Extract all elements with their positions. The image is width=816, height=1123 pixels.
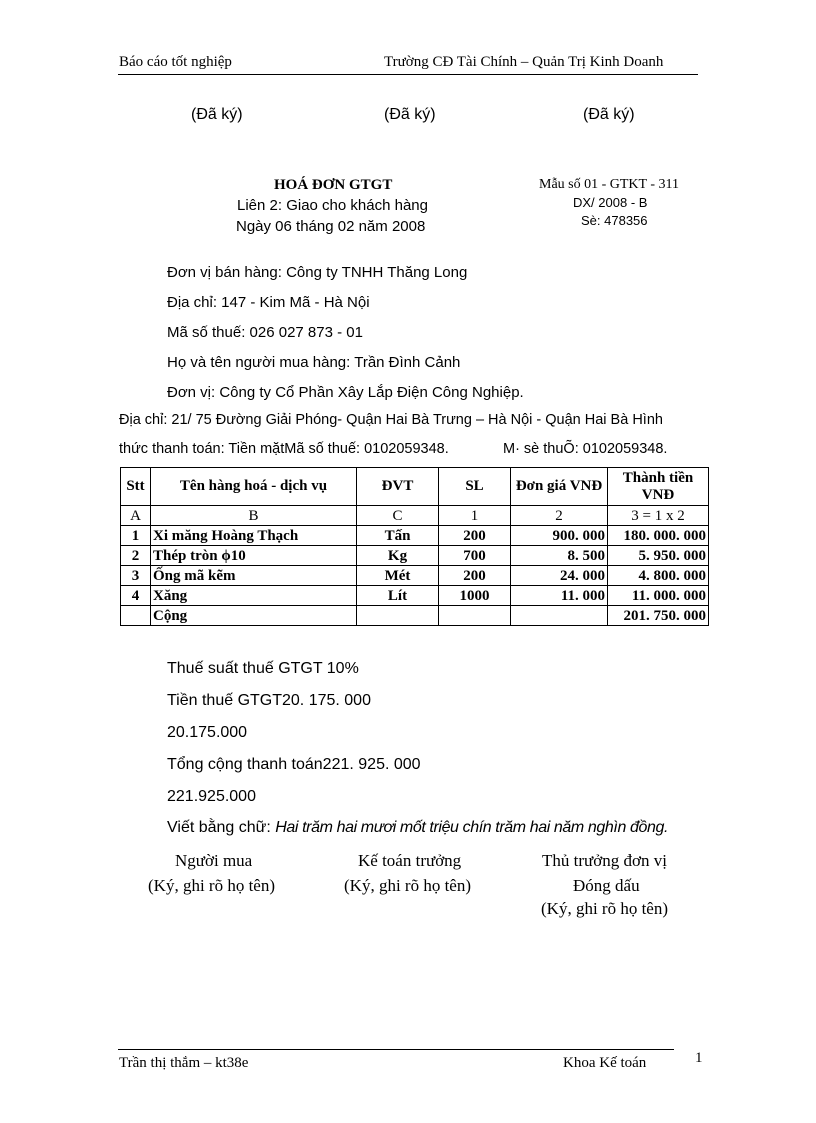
sign-buyer-title: Người mua xyxy=(175,851,253,870)
cell-unit: Lít xyxy=(357,586,439,606)
cell-price: 900. 000 xyxy=(511,526,608,546)
vat-amount: Tiền thuế GTGT20. 175. 000 xyxy=(167,692,371,709)
sign-director-title: Thủ trưởng đơn vị xyxy=(542,851,667,870)
table-row xyxy=(121,566,709,586)
sign-buyer-note: (Ký, ghi rõ họ tên) xyxy=(148,876,276,895)
sign-accountant-title: Kế toán trưởng xyxy=(358,851,462,870)
cell-stt: 2 xyxy=(121,546,151,566)
total-value: 201. 750. 000 xyxy=(608,606,709,626)
cell-name: Xi măng Hoàng Thạch xyxy=(151,526,357,546)
cell-stt: 3 xyxy=(121,566,151,586)
cell-unit: Mét xyxy=(357,566,439,586)
invoice-number: Sè: 478356 xyxy=(581,213,648,228)
table-row xyxy=(121,546,709,566)
total-empty xyxy=(439,606,511,626)
buyer-unit: Đơn vị: Công ty Cổ Phần Xây Lắp Điện Công Nghiệp. xyxy=(167,384,524,401)
vat-rate: Thuế suất thuế GTGT 10% xyxy=(167,660,359,677)
cell-amount: 11. 000. 000 xyxy=(608,586,709,606)
code-3: 3 = 1 x 2 xyxy=(608,506,709,526)
cell-stt: 4 xyxy=(121,586,151,606)
code-2: 2 xyxy=(511,506,608,526)
footer-left: Trần thị thắm – kt38e xyxy=(119,1055,249,1071)
cell-name: Ống mã kẽm xyxy=(151,566,357,586)
table-row xyxy=(121,586,709,606)
total-empty xyxy=(357,606,439,626)
table-row xyxy=(121,526,709,546)
cell-name: Thép tròn ϕ10 xyxy=(151,546,357,566)
total-empty xyxy=(121,606,151,626)
code-b: B xyxy=(151,506,357,526)
footer-rule xyxy=(118,1049,674,1050)
code-c: C xyxy=(357,506,439,526)
header-amount: Thành tiền VNĐ xyxy=(608,468,709,506)
cell-unit: Tấn xyxy=(357,526,439,546)
invoice-table xyxy=(120,467,709,626)
cell-qty: 700 xyxy=(439,546,511,566)
header-qty: SL xyxy=(439,468,511,506)
cell-unit: Kg xyxy=(357,546,439,566)
words-value: Hai trăm hai mươi mốt triệu chín trăm hai năm nghìn đồng. xyxy=(275,819,669,836)
footer-right: Khoa Kế toán xyxy=(563,1055,647,1071)
invoice-copy: Liên 2: Giao cho khách hàng xyxy=(237,197,428,214)
payment-line: thức thanh toán: Tiền mặtMã số thuế: 0102059348. xyxy=(119,441,449,457)
page-number: 1 xyxy=(695,1050,703,1066)
payment-tax-code: M· sè thuÕ: 0102059348. xyxy=(503,441,668,457)
cell-price: 8. 500 xyxy=(511,546,608,566)
table-code-row xyxy=(121,506,709,526)
signed-mark-1: (Đã ký) xyxy=(191,106,243,123)
cell-name: Xăng xyxy=(151,586,357,606)
total-label: Cộng xyxy=(151,606,357,626)
header-left: Báo cáo tốt nghiệp xyxy=(119,54,232,70)
cell-qty: 200 xyxy=(439,566,511,586)
grand-total-plain: 221.925.000 xyxy=(167,788,256,805)
cell-amount: 4. 800. 000 xyxy=(608,566,709,586)
header-stt: Stt xyxy=(121,468,151,506)
cell-price: 24. 000 xyxy=(511,566,608,586)
header-name: Tên hàng hoá - dịch vụ xyxy=(151,468,357,506)
header-unit: ĐVT xyxy=(357,468,439,506)
cell-price: 11. 000 xyxy=(511,586,608,606)
table-header-row xyxy=(121,468,709,506)
invoice-date: Ngày 06 tháng 02 năm 2008 xyxy=(236,218,426,235)
cell-qty: 1000 xyxy=(439,586,511,606)
words-label: Viết bằng chữ: xyxy=(167,819,271,836)
sign-director-stamp: Đóng dấu xyxy=(573,876,640,895)
table-total-row xyxy=(121,606,709,626)
seller-address: Địa chỉ: 147 - Kim Mã - Hà Nội xyxy=(167,294,370,311)
total-empty xyxy=(511,606,608,626)
buyer-address: Địa chỉ: 21/ 75 Đường Giải Phóng- Quận Hai Bà Trưng – Hà Nội - Quận Hai Bà Hình xyxy=(119,412,663,428)
header-price: Đơn giá VNĐ xyxy=(511,468,608,506)
code-a: A xyxy=(121,506,151,526)
buyer-line: Họ và tên người mua hàng: Trần Đình Cảnh xyxy=(167,354,461,371)
signed-mark-3: (Đã ký) xyxy=(583,106,635,123)
invoice-series: DX/ 2008 - B xyxy=(573,195,648,210)
code-1: 1 xyxy=(439,506,511,526)
sign-director-note: (Ký, ghi rõ họ tên) xyxy=(541,899,669,918)
header-right: Trường CĐ Tài Chính – Quản Trị Kinh Doanh xyxy=(384,54,664,70)
cell-qty: 200 xyxy=(439,526,511,546)
signed-mark-2: (Đã ký) xyxy=(384,106,436,123)
seller-tax-code: Mã số thuế: 026 027 873 - 01 xyxy=(167,324,363,341)
invoice-title: HOÁ ĐƠN GTGT xyxy=(274,177,393,193)
invoice-form-no: Mẫu số 01 - GTKT - 311 xyxy=(539,177,679,192)
cell-amount: 5. 950. 000 xyxy=(608,546,709,566)
cell-amount: 180. 000. 000 xyxy=(608,526,709,546)
seller-line: Đơn vị bán hàng: Công ty TNHH Thăng Long xyxy=(167,264,468,281)
amount-in-words xyxy=(167,819,668,837)
sign-accountant-note: (Ký, ghi rõ họ tên) xyxy=(344,876,472,895)
cell-stt: 1 xyxy=(121,526,151,546)
vat-amount-plain: 20.175.000 xyxy=(167,724,248,741)
header-rule xyxy=(118,74,698,75)
grand-total: Tổng cộng thanh toán221. 925. 000 xyxy=(167,756,421,773)
